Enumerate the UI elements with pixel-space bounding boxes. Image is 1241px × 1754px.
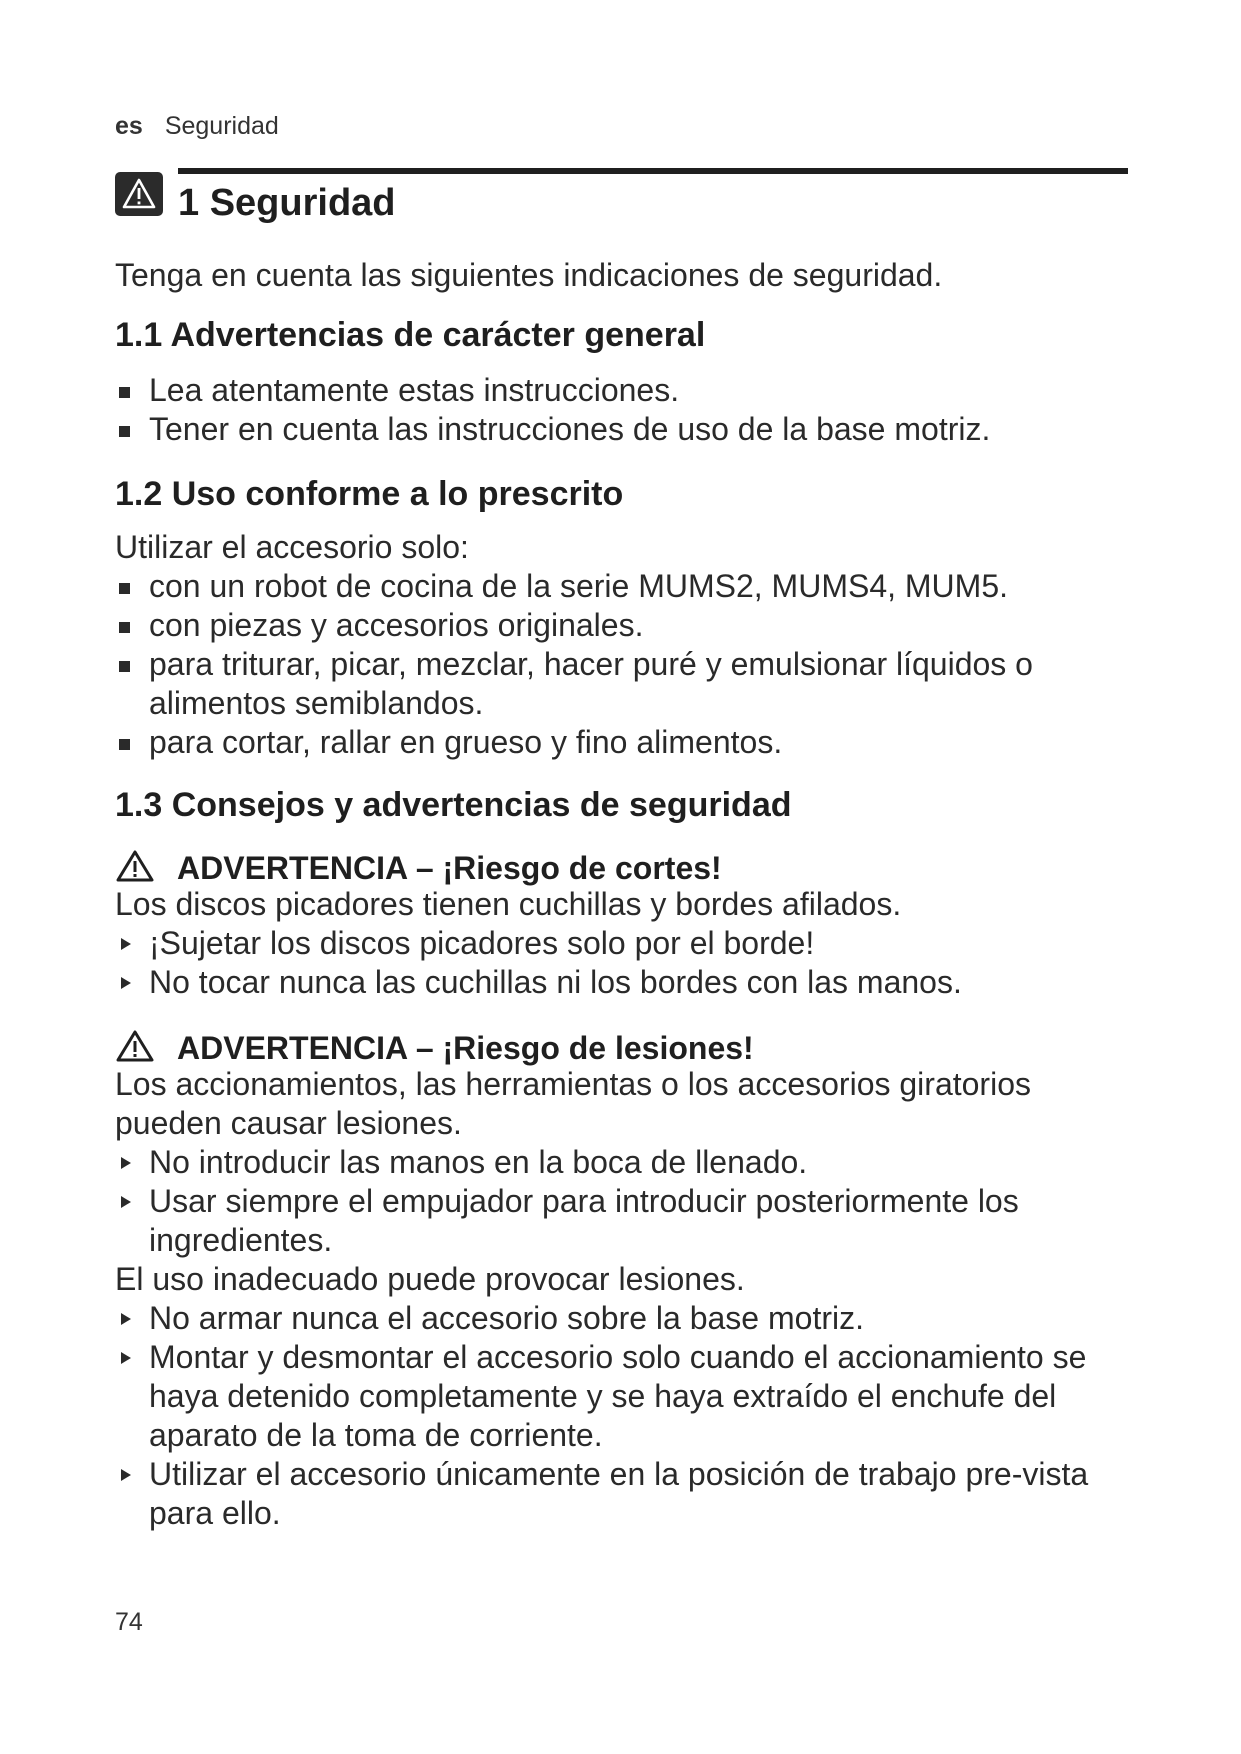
triangle-bullet-icon — [121, 1196, 131, 1208]
list-item: Lea atentamente estas instrucciones. — [115, 371, 1135, 410]
triangle-bullet-icon — [121, 1469, 131, 1481]
section-title-1-1: 1.1 Advertencias de carácter general — [115, 316, 706, 354]
general-warnings-list — [115, 371, 1135, 449]
section-title-1-3: 1.3 Consejos y advertencias de seguridad — [115, 786, 792, 824]
warning-cuts-list — [115, 924, 1135, 1002]
list-item: Montar y desmontar el accesorio solo cuando el accionamiento se haya detenido completamente y se haya extraído el enchufe del aparato de la toma de corriente. — [115, 1338, 1135, 1455]
improper-use-text: El uso inadecuado puede provocar lesiones. — [115, 1261, 745, 1297]
language-code: es — [115, 112, 143, 140]
list-item: No tocar nunca las cuchillas ni los bordes con las manos. — [115, 963, 1135, 1002]
chapter-rule — [178, 168, 1128, 174]
list-item: con un robot de cocina de la serie MUMS2, MUMS4, MUM5. — [115, 567, 1135, 606]
running-header-section: Seguridad — [164, 112, 279, 140]
section-title-1-2: 1.2 Uso conforme a lo prescrito — [115, 475, 624, 513]
list-item: para triturar, picar, mezclar, hacer puré y emulsionar líquidos o alimentos semiblandos. — [115, 645, 1135, 723]
list-item: Tener en cuenta las instrucciones de uso de la base motriz. — [115, 410, 1135, 449]
list-item: Utilizar el accesorio únicamente en la posición de trabajo pre-vista para ello. — [115, 1455, 1135, 1533]
list-item: No introducir las manos en la boca de llenado. — [115, 1143, 1135, 1182]
list-item: para cortar, rallar en grueso y fino alimentos. — [115, 723, 1135, 762]
warning-triangle-icon — [115, 1029, 155, 1063]
square-bullet-icon — [119, 583, 130, 594]
warning-cuts-text: Los discos picadores tienen cuchillas y bordes afilados. — [115, 886, 902, 922]
list-item: con piezas y accesorios originales. — [115, 606, 1135, 645]
warning-heading-cuts: ADVERTENCIA – ¡Riesgo de cortes! — [115, 849, 722, 887]
triangle-bullet-icon — [121, 1352, 131, 1364]
square-bullet-icon — [119, 661, 130, 672]
warning-injuries-text: Los accionamientos, las herramientas o los accesorios giratorios pueden causar lesiones. — [115, 1066, 1031, 1141]
square-bullet-icon — [119, 387, 130, 398]
chapter-title: 1 Seguridad — [178, 182, 396, 224]
warning-injuries-list-1 — [115, 1143, 1135, 1260]
triangle-bullet-icon — [121, 938, 131, 950]
triangle-bullet-icon — [121, 1313, 131, 1325]
square-bullet-icon — [119, 622, 130, 633]
square-bullet-icon — [119, 426, 130, 437]
warning-triangle-icon — [115, 849, 155, 883]
triangle-bullet-icon — [121, 977, 131, 989]
intended-use-intro: Utilizar el accesorio solo: — [115, 529, 469, 565]
warning-injuries-list-2 — [115, 1299, 1135, 1533]
running-header — [115, 112, 279, 141]
chapter-title-row — [115, 168, 1128, 238]
chapter-intro: Tenga en cuenta las siguientes indicaciones de seguridad. — [115, 257, 943, 293]
intended-use-list — [115, 567, 1135, 762]
list-item: ¡Sujetar los discos picadores solo por el borde! — [115, 924, 1135, 963]
triangle-bullet-icon — [121, 1157, 131, 1169]
square-bullet-icon — [119, 739, 130, 750]
list-item: Usar siempre el empujador para introducir posteriormente los ingredientes. — [115, 1182, 1135, 1260]
page-number: 74 — [115, 1608, 143, 1636]
warning-heading-injuries: ADVERTENCIA – ¡Riesgo de lesiones! — [115, 1029, 754, 1067]
list-item: No armar nunca el accesorio sobre la base motriz. — [115, 1299, 1135, 1338]
warning-icon — [115, 172, 163, 216]
